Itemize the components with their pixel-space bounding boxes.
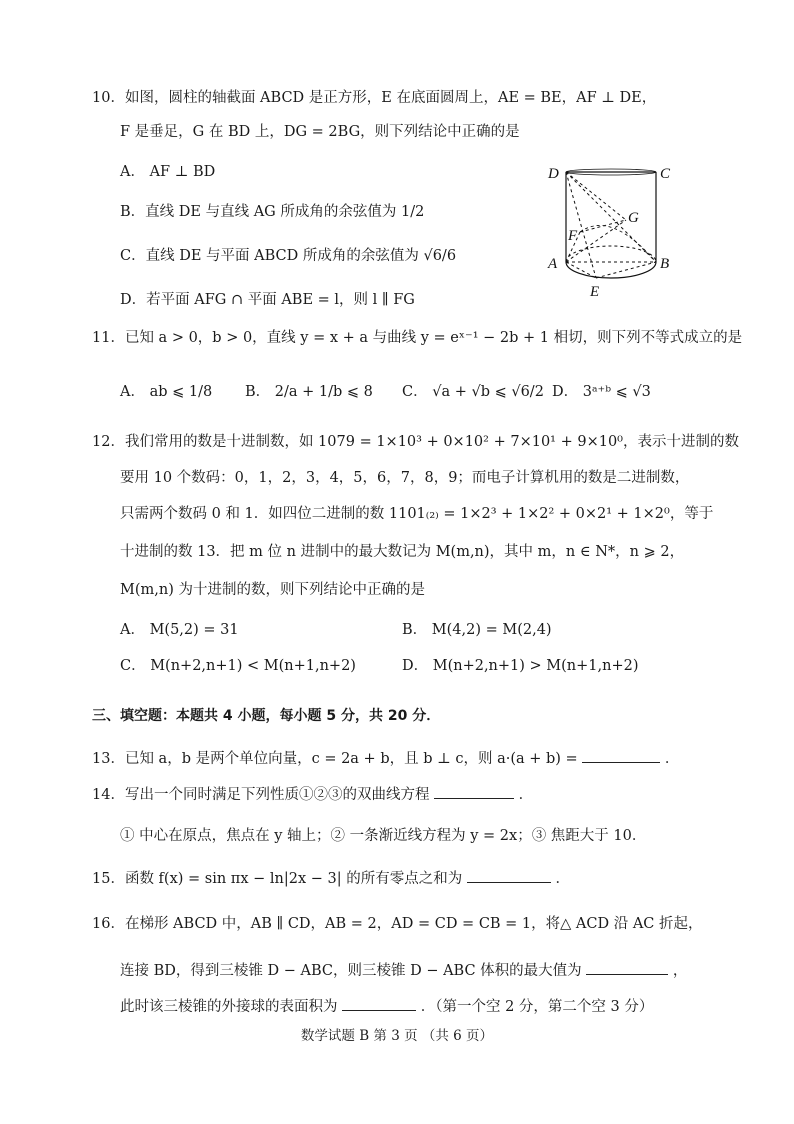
q12-option-a: A． M(5,2) = 31 <box>120 622 239 638</box>
q13-line <box>92 748 679 769</box>
q13-end: ． <box>664 751 680 767</box>
q13-answer-blank[interactable] <box>582 748 660 763</box>
q16-scoring-note: ．（第一个空 2 分，第二个空 3 分） <box>420 999 654 1015</box>
q16-text3: 此时该三棱锥的外接球的表面积为 <box>120 999 338 1015</box>
q16-line3 <box>120 996 653 1017</box>
label-f: F <box>568 228 578 244</box>
q11-option-b: B． 2/a + 1/b ⩽ 8 <box>245 384 373 400</box>
q10-stem-line2: F 是垂足，G 在 BD 上，DG = 2BG，则下列结论中正确的是 <box>120 124 520 140</box>
q14-text: 14．写出一个同时满足下列性质①②③的双曲线方程 <box>92 787 430 803</box>
cylinder-figure <box>536 150 696 310</box>
q12-option-b: B． M(4,2) = M(2,4) <box>402 622 552 638</box>
q16-surface-blank[interactable] <box>342 996 416 1011</box>
q15-line <box>92 868 570 889</box>
line-ae <box>566 262 596 278</box>
q14-properties: ① 中心在原点，焦点在 y 轴上；② 一条渐近线方程为 y = 2x；③ 焦距大于 10． <box>120 828 647 844</box>
q14-answer-blank[interactable] <box>434 784 514 799</box>
q10-option-b: B．直线 DE 与直线 AG 所成角的余弦值为 1/2 <box>120 204 425 220</box>
line-db <box>566 172 656 262</box>
q12-option-d: D． M(n+2,n+1) > M(n+1,n+2) <box>402 658 639 674</box>
q16-text2: 连接 BD，得到三棱锥 D − ABC，则三棱锥 D − ABC 体积的最大值为 <box>120 963 582 979</box>
q11-option-d: D． 3ᵃ⁺ᵇ ⩽ √3 <box>552 384 651 400</box>
q10-option-c: C．直线 DE 与平面 ABCD 所成角的余弦值为 √6/6 <box>120 248 457 264</box>
q16-stem-line1: 16．在梯形 ABCD 中，AB ∥ CD，AB = 2，AD = CD = CB = 1，将△ ACD 沿 AC 折起， <box>92 916 703 932</box>
q16-volume-blank[interactable] <box>586 960 668 975</box>
q14-line <box>92 784 533 805</box>
q12-option-c: C． M(n+2,n+1) < M(n+1,n+2) <box>120 658 356 674</box>
label-d: D <box>548 166 559 182</box>
q11-stem: 11．已知 a > 0，b > 0，直线 y = x + a 与曲线 y = eˣ⁻¹ − 2b + 1 相切，则下列不等式成立的是 <box>92 330 743 346</box>
q10-option-a: A． AF ⊥ BD <box>120 164 216 180</box>
q15-answer-blank[interactable] <box>467 868 551 883</box>
q16-line2 <box>120 960 687 981</box>
bottom-ellipse-front <box>566 262 656 278</box>
q12-stem-line1: 12．我们常用的数是十进制数，如 1079 = 1×10³ + 0×10² + 7×10¹ + 9×10⁰，表示十进制的数 <box>92 434 739 450</box>
q11-option-c: C． √a + √b ⩽ √6/2 <box>402 384 544 400</box>
label-g: G <box>628 210 639 226</box>
label-a: A <box>548 256 558 272</box>
q10-option-d: D．若平面 AFG ∩ 平面 ABE = l，则 l ∥ FG <box>120 292 415 308</box>
q16-comma: ， <box>672 963 688 979</box>
label-b: B <box>660 256 670 272</box>
q12-stem-line5: M(m,n) 为十进制的数，则下列结论中正确的是 <box>120 582 425 598</box>
line-eb <box>596 262 656 278</box>
q14-end: ． <box>518 787 534 803</box>
q10-stem-line1: 10．如图，圆柱的轴截面 ABCD 是正方形，E 在底面圆周上，AE = BE，AF ⊥ DE， <box>92 90 657 106</box>
q13-text: 13．已知 a，b 是两个单位向量，c = 2a + b，且 b ⊥ c，则 a·(a + b) = <box>92 751 578 767</box>
page-footer: 数学试题 B 第 3 页 （共 6 页） <box>300 1028 494 1044</box>
section3-heading: 三、填空题：本题共 4 小题，每小题 5 分，共 20 分． <box>92 708 441 724</box>
label-c: C <box>660 166 671 182</box>
line-dg <box>566 172 626 220</box>
q11-option-a: A． ab ⩽ 1/8 <box>120 384 213 400</box>
q15-text: 15．函数 f(x) = sin πx − ln|2x − 3| 的所有零点之和为 <box>92 871 463 887</box>
label-e: E <box>590 284 600 300</box>
q12-stem-line4: 十进制的数 13．把 m 位 n 进制中的最大数记为 M(m,n)，其中 m，n ∈ N*，n ⩾ 2， <box>120 544 685 560</box>
q12-stem-line2: 要用 10 个数码：0，1，2，3，4，5，6，7，8，9；而电子计算机用的数是二进制数， <box>120 470 690 486</box>
q15-end: ． <box>555 871 570 887</box>
q12-stem-line3: 只需两个数码 0 和 1．如四位二进制的数 1101₍₂₎ = 1×2³ + 1×2² + 0×2¹ + 1×2⁰，等于 <box>120 506 714 522</box>
